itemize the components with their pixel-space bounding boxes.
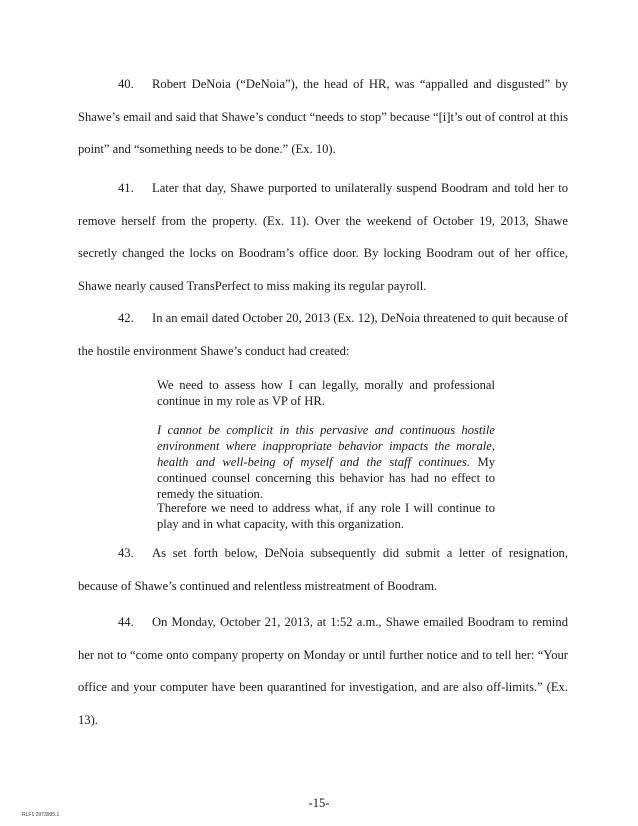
paragraph-text: On Monday, October 21, 2013, at 1:52 a.m., Shawe emailed Boodram to remind her not to “come onto company property on Monday or until further notice and to tell her: “Your office and your computer have been quarantined for investigation, and are also off-limits.” (Ex. 13). [78,615,568,727]
paragraph-text: Robert DeNoia (“DeNoia”), the head of HR, was “appalled and disgusted” by Shawe’s email and said that Shawe’s conduct “needs to stop” because “[i]t’s out of control at this point” and “something needs to be done.” (Ex. 10). [78,77,568,156]
paragraph-text: Later that day, Shawe purported to unilaterally suspend Boodram and told her to remove herself from the property. (Ex. 11). Over the weekend of October 19, 2013, Shawe secretly changed the locks on Boodram’s office door. By locking Boodram out of her office, Shawe nearly caused TransPerfect to miss making its regular payroll. [78,181,568,293]
paragraph-text: In an email dated October 20, 2013 (Ex. 12), DeNoia threatened to quit because of the hostile environment Shawe’s conduct had created: [78,311,568,358]
paragraph-40 [78,68,568,166]
paragraph-43 [78,537,568,602]
paragraph-42 [78,302,568,367]
paragraph-number: 44. [118,615,134,629]
block-quote-plain: My continued counsel concerning this behavior has had no effect to remedy the situation. [157,455,495,501]
paragraph-number: 40. [118,77,134,91]
paragraph-text: As set forth below, DeNoia subsequently did submit a letter of resignation, because of Shawe’s continued and relentless mistreatment of Boodram. [78,546,568,593]
block-quote-p3: Therefore we need to address what, if any role I will continue to play and in what capacity, with this organization. [157,501,495,531]
block-quote-italic: I cannot be complicit in this pervasive and continuous hostile environment where inappropriate behavior impacts the morale, health and well-being of myself and the staff continues. [157,423,495,469]
document-id: RLF1 2973995.1 [22,812,60,818]
paragraph-number: 43. [118,546,134,560]
paragraph-41 [78,172,568,302]
paragraph-number: 41. [118,181,134,195]
paragraph-44 [78,606,568,736]
page-number: -15- [308,796,330,810]
block-quote-p1: We need to assess how I can legally, morally and professional continue in my role as VP of HR. [157,378,495,408]
paragraph-number: 42. [118,311,134,325]
block-quote-p2 [157,422,495,502]
